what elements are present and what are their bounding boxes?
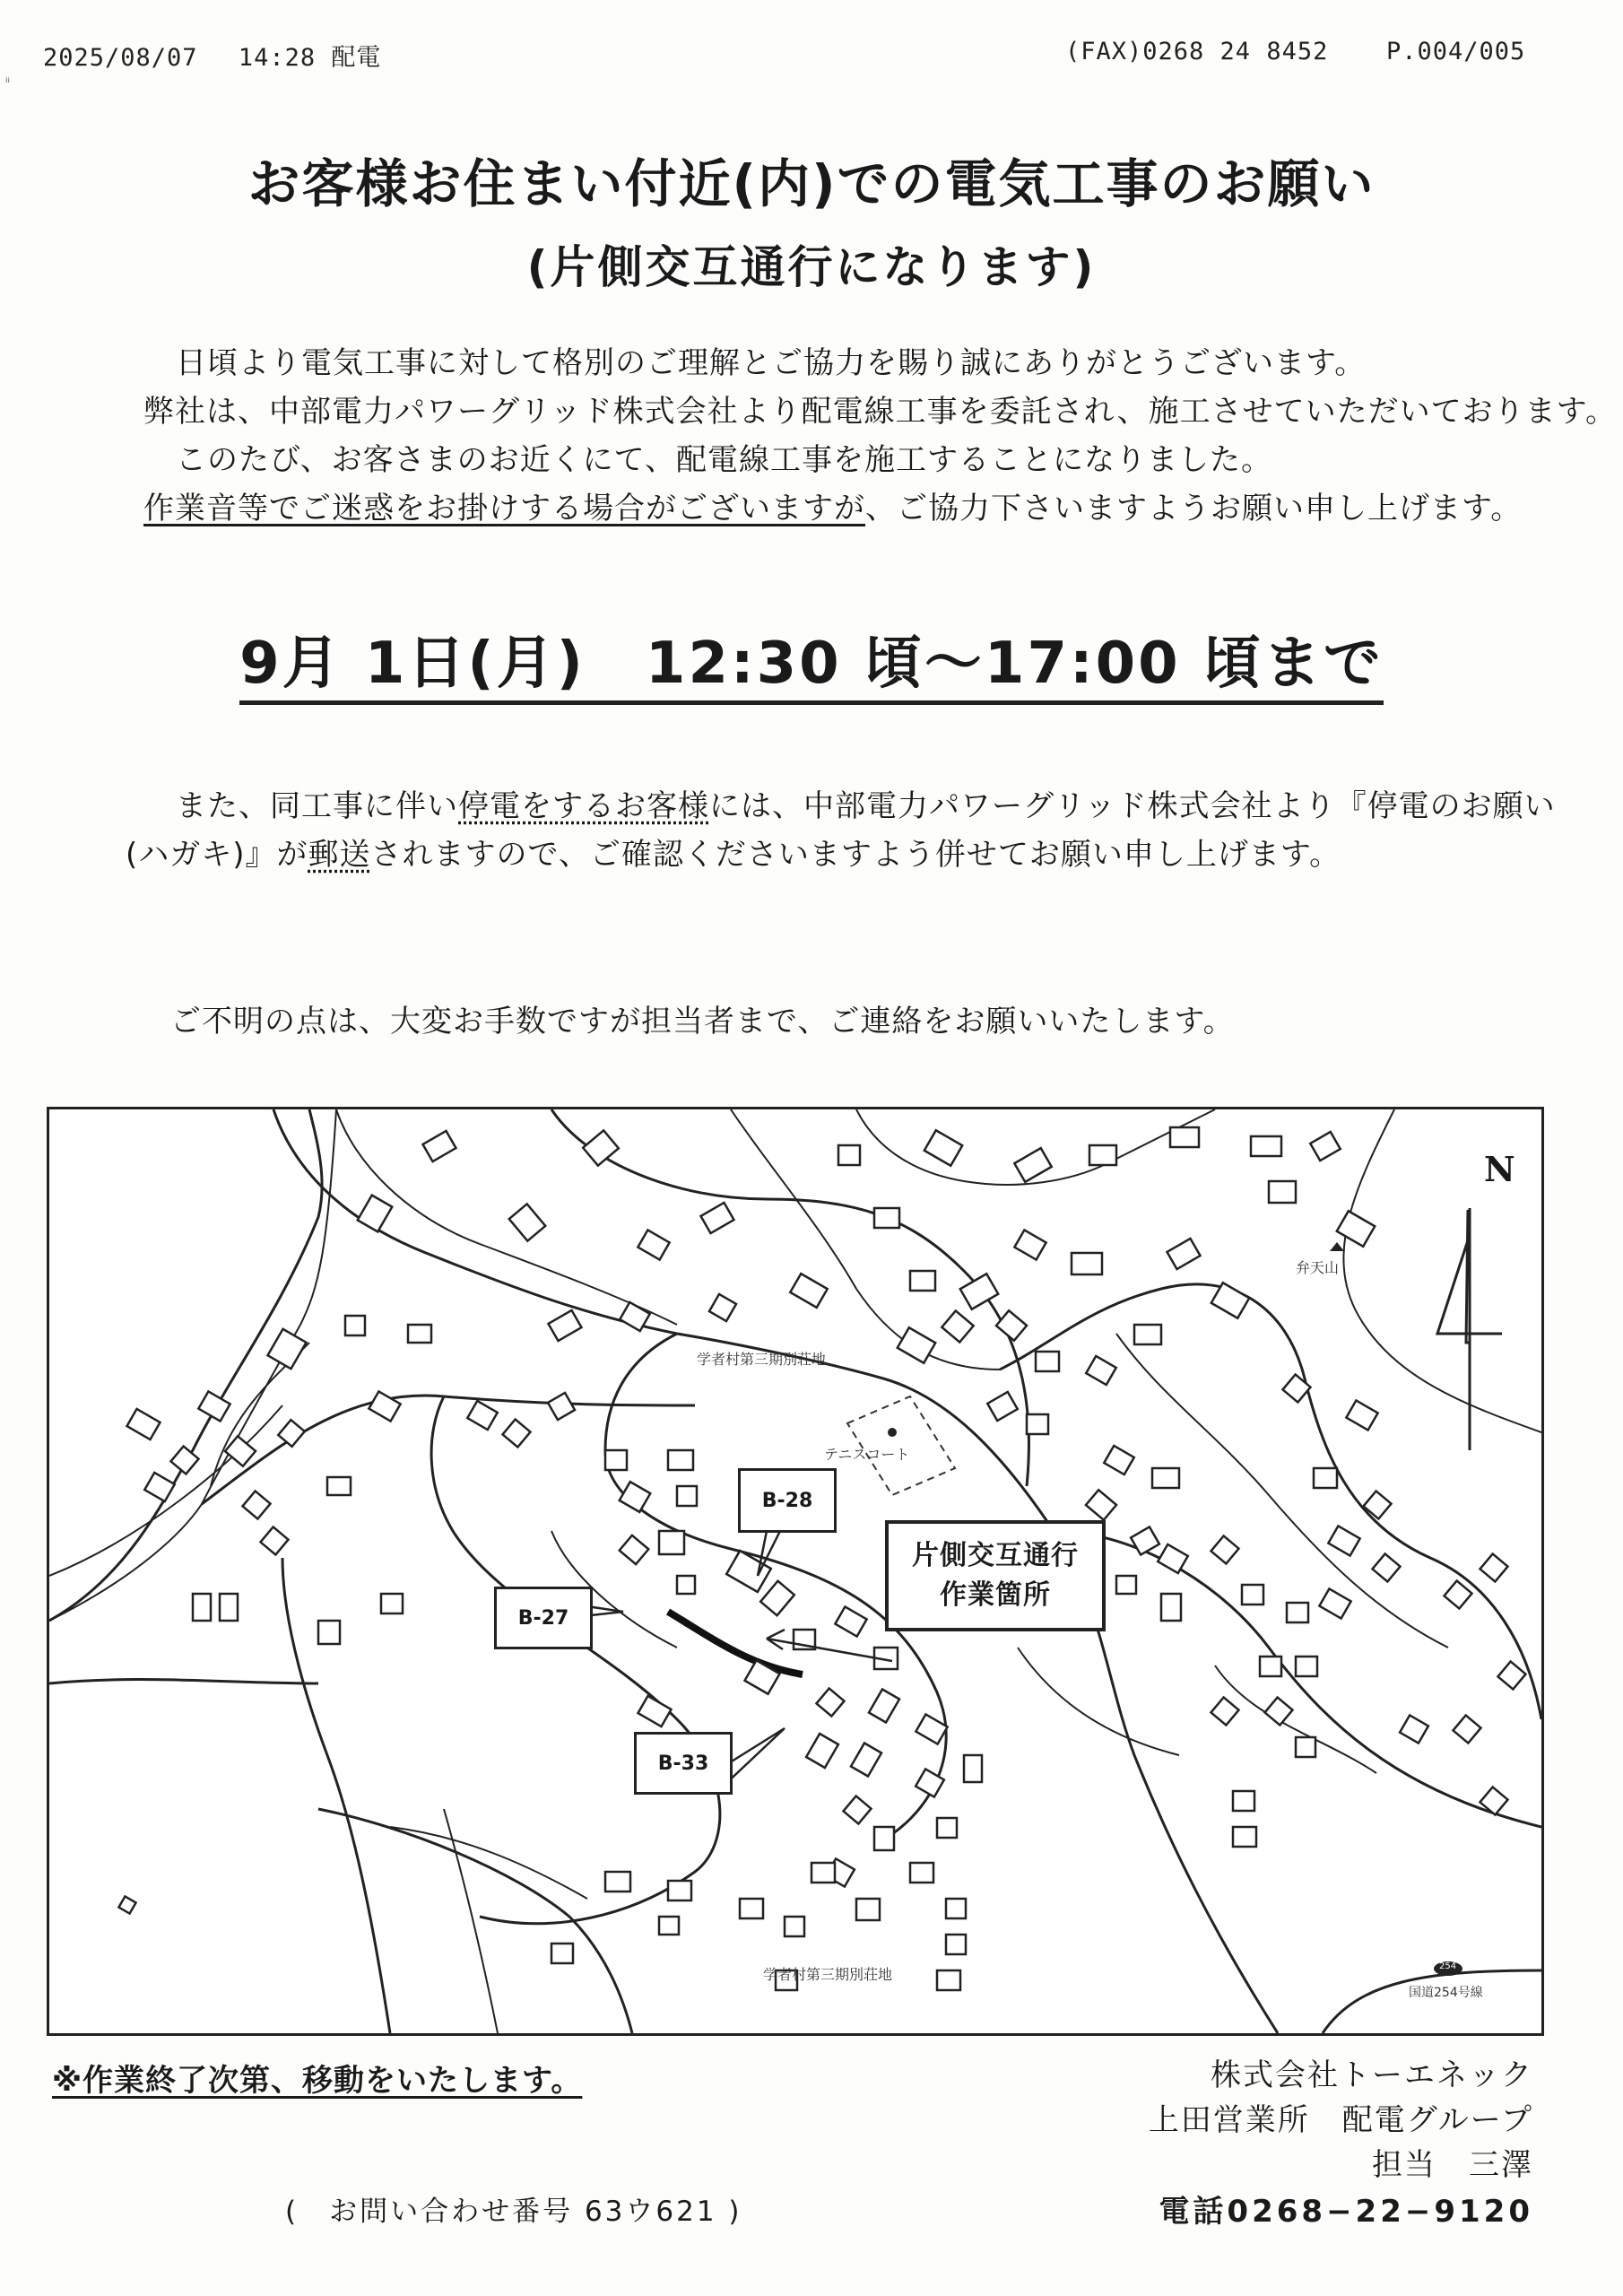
map-label-tennis: テニスコート	[824, 1446, 910, 1463]
page-subtitle: (片側交互通行になります)	[526, 241, 1097, 293]
intro-line-1: 日頃より電気工事に対して格別のご理解とご協力を賜り誠にありがとうございます。	[176, 345, 1367, 381]
callout-b33: B-33	[634, 1732, 733, 1795]
company-phone: 電話0268−22−9120	[1159, 2194, 1533, 2230]
intro-line-2: 弊社は、中部電力パワーグリッド株式会社より配電線工事を委託され、施工させていただいております。	[143, 394, 1617, 430]
map-label-bottom: 学者村第三期別荘地	[763, 1966, 893, 1983]
fax-datetime: 2025/08/07 14:28 配電	[43, 44, 382, 72]
company-person: 担当 三澤	[1372, 2147, 1533, 2183]
contact-text: ご不明の点は、大変お手数ですが担当者まで、ご連絡をお願いいたします。	[170, 1004, 1235, 1039]
side-mark: ᵢᵢ	[5, 72, 11, 86]
callout-b27: B-27	[494, 1587, 593, 1649]
company-name: 株式会社トーエネック	[1211, 2057, 1533, 2093]
callout-b28: B-28	[738, 1468, 837, 1533]
schedule-text: 9月 1日(月) 12:30 頃～17:00 頃まで	[239, 631, 1384, 705]
work-area-line-1: 片側交互通行	[912, 1540, 1079, 1571]
company-office: 上田営業所 配電グループ	[1148, 2102, 1533, 2138]
notice-text-a: また、同工事に伴い	[176, 788, 458, 824]
fax-number: (FAX)0268 24 8452	[1065, 38, 1329, 65]
notice-line-1	[176, 782, 1556, 831]
schedule	[0, 617, 1623, 700]
notice-power-outage-customers: 停電をするお客様	[458, 788, 709, 824]
footer-note: ※作業終了次第、移動をいたします。	[52, 2063, 583, 2099]
map-label-route: 国道254号線	[1409, 1986, 1483, 2000]
work-area-line-2: 作業箇所	[940, 1579, 1051, 1611]
intro-line-4	[143, 484, 1522, 533]
work-area-map	[47, 1107, 1544, 2036]
map-drawing	[49, 1109, 1541, 2033]
notice-text-e: されますので、ご確認くださいますよう併せてお願い申し上げます。	[370, 837, 1341, 873]
work-area-callout	[885, 1520, 1106, 1631]
intro-underlined-text: 作業音等でご迷惑をお掛けする場合がございますが	[143, 491, 865, 526]
map-label-top: 学者村第三期別荘地	[697, 1351, 827, 1368]
intro-line-3: このたび、お客さまのお近くにて、配電線工事を施工することになりました。	[176, 442, 1272, 478]
fax-page: P.004/005	[1386, 38, 1526, 65]
north-label: N	[1484, 1149, 1515, 1189]
intro-line-4-rest: 、ご協力下さいますようお願い申し上げます。	[865, 491, 1523, 526]
notice-line-2	[126, 831, 1341, 879]
notice-text-c: には、中部電力パワーグリッド株式会社より『停電のお願い	[709, 788, 1556, 824]
map-label-mountain: 弁天山	[1296, 1259, 1340, 1276]
page-title: お客様お住まい付近(内)での電気工事のお願い	[247, 153, 1376, 214]
map-route-number: 254	[1439, 1961, 1457, 1971]
inquiry-number: ( お問い合わせ番号 63ウ621 )	[285, 2196, 742, 2228]
notice-mailing: 郵送	[308, 837, 371, 873]
notice-text-d: (ハガキ)』が	[126, 837, 308, 873]
